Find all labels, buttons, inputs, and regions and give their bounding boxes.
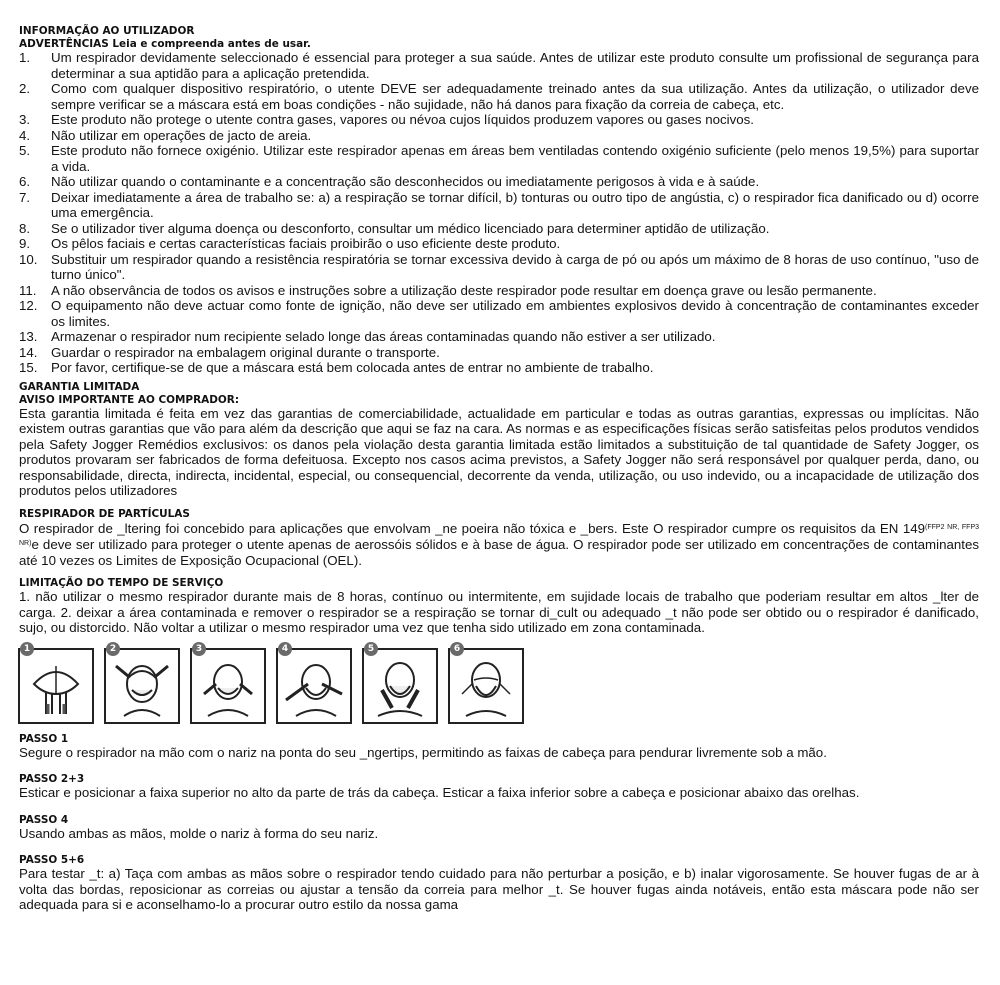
warning-item: 8. Se o utilizador tiver alguma doença ou desconforto, consultar um médico licenciado para determiner aptidão de utilização. [19, 220, 770, 236]
figure-4: 4 [276, 648, 352, 724]
warning-item: 4. Não utilizar em operações de jacto de areia. [19, 127, 312, 143]
figure-3: 3 [190, 648, 266, 724]
warning-item: 1. Um respirador devidamente seleccionado é essencial para proteger a sua saúde. Antes de utilizar este produto consulte um profissional de segurança para determinar a sua aptidão para a aplicação pretendida. [19, 50, 979, 81]
step-4 [19, 813, 979, 842]
mask-on-face-icon [454, 654, 518, 718]
lower-strap-icon [196, 654, 260, 718]
standard-classes: (FFP2 NR, FFP3 NR) [19, 523, 980, 547]
warning-item: 12. O equipamento não deve actuar como fonte de ignição, não deve ser utilizado em ambientes explosivos devido à concentração de contaminantes exceder os limites. [19, 298, 979, 329]
warning-item: 6. Não utilizar quando o contaminante e a concentração são desconhecidos ou imediatamente perigosos à vida e à saúde. [19, 174, 760, 189]
warning-item: 3. Este produto não protege o utente contra gases, vapores ou névoa cujos líquidos produzem vapores ou gases nocivos. [19, 112, 754, 127]
particles-title: RESPIRADOR DE PARTÍCULAS [19, 506, 190, 520]
service-title: LIMITAÇÃO DO TEMPO DE SERVIÇO [19, 576, 224, 589]
step-text: Esticar e posicionar a faixa superior no alto da parte de trás da cabeça. Esticar a faixa inferior sobre a cabeça e posicionar abaixo das orelhas. [19, 785, 860, 800]
warning-item: 7. Deixar imediatamente a área de trabalho se: a) a respiração se tornar difícil, b) tonturas ou outro tipo de angústia, c) o respirador fica danificado ou d) ocorre uma emergência. [19, 189, 979, 220]
step-1 [19, 732, 979, 761]
warnings-list [19, 50, 979, 376]
warning-item: 2. Como com qualquer dispositivo respiratório, o utente DEVE ser adequadamente treinado antes da sua utilização. Antes da utilização, o utilizador deve sempre verificar se a máscara está em boas condições - não sujidade, não há danos para fixação da correia de cabeça, etc. [19, 81, 979, 112]
figure-2: 2 [104, 648, 180, 724]
step-text: Segure o respirador na mão com o nariz na ponta do seu _ngertips, permitindo as faixas de cabeça para pendurar livremente sob a mão. [19, 744, 827, 760]
mould-nose-icon [282, 654, 346, 718]
warning-item: 14. Guardar o respirador na embalagem original durante o transporte. [19, 344, 440, 360]
step-text: Usando ambas as mãos, molde o nariz à forma do seu nariz. [19, 825, 379, 841]
warranty-subtitle: AVISO IMPORTANTE AO COMPRADOR: [19, 392, 240, 406]
warning-item: 5. Este produto não fornece oxigénio. Utilizar este respirador apenas em áreas bem ventiladas contendo oxigénio suficiente (pelo menos 19,5%) para suportar a vida. [19, 143, 979, 174]
warning-item: 9. Os pêlos faciais e certas características faciais proibirão o uso eficiente deste produto. [19, 236, 561, 251]
figure-5: 5 [362, 648, 438, 724]
service-text: 1. não utilizar o mesmo respirador durante mais de 8 horas, contínuo ou intermitente, em sujidade locais de trabalho que poderiam resultar em altos _lter de carga. 2. deixar a área contaminada e remover o respirador se a respiração se tornar di_cult ou adequado _t não pode ser obtido ou o respirador é danificado, sujo, ou distorcido. Não voltar a utilizar o mesmo respirador uma vez que tenha sido utilizado em zona contaminada. [19, 589, 979, 635]
warning-item: 10. Substituir um respirador quando a resistência respiratória se tornar excessiva devido à carga de pó ou após um máximo de 8 horas de uso contínuo, "uso de turno único". [19, 251, 979, 282]
figure-6: 6 [448, 648, 524, 724]
info-subtitle: ADVERTÊNCIAS Leia e compreenda antes de usar. [19, 37, 311, 50]
warranty-text: Esta garantia limitada é feita em vez das garantias de comerciabilidade, actualidade em particular e todas as outras garantias, expressas ou implícitas. Não existem outras garantias que vão para além da descrição que aqui se faz na cara. As normas e as especificações físicas serão satisfeitas pelos produtos vendidos pela Safety Jogger Remédios exclusivos: os danos pela violação desta garantia limitada estão limitados a substituição de tal quantidade de Safety Jogger, os produtos provaram ser fabricados de forma defeituosa. Excepto nos casos acima previstos, a Safety Jogger não será responsável por qualquer perda, dano, ou responsabilidade, directa, indirecta, incidental, especial, ou consequencial, decorrente da venda, utilização, ou uso indevido, ou a incapacidade de utilização dos produtos pelos utilizadores [19, 405, 979, 498]
fitting-illustrations [18, 643, 979, 728]
step-2-3 [19, 772, 979, 801]
step-title: PASSO 4 [19, 812, 69, 826]
step-text: Para testar _t: a) Taça com ambas as mãos sobre o respirador tendo cuidado para não perturbar a posição, e b) inalar vigorosamente. Se houver fugas de ar à volta das bordas, reposicionar as correias ou ajustar a tensão da correia para melhor _t. Se houver fugas ainda notáveis, então esta máscara pode não ser adequada para si e aconselhamo-lo a procurar outro estilo da nossa gama [19, 866, 979, 912]
warning-item: 15. Por favor, certifique-se de que a máscara está bem colocada antes de entrar no ambiente de trabalho. [19, 360, 654, 375]
step-title: PASSO 2+3 [19, 772, 85, 785]
step-title: PASSO 5+6 [19, 853, 85, 866]
step-title: PASSO 1 [19, 731, 69, 745]
head-strap-icon [110, 654, 174, 718]
warranty-title: GARANTIA LIMITADA [19, 379, 140, 393]
document-page [19, 24, 979, 913]
step-5-6 [19, 853, 979, 913]
figure-1: 1 [18, 648, 94, 724]
hand-holding-mask-icon [24, 654, 88, 718]
fit-test-icon [368, 654, 432, 718]
warning-item: 13. Armazenar o respirador num recipiente selado longe das áreas contaminadas quando não estiver a ser utilizado. [19, 329, 716, 344]
particles-text: O respirador de _ltering foi concebido para aplicações que envolvam _ne poeira não tóxica e _bers. Este O respirador cumpre os requisitos da EN $149^{(FFP2 NR, FFP3 NR)}e$ deve ser utilizado para proteger o utente apenas de aerossóis sólidos e à base de água. O respirador pode ser utilizado em concentrações de contaminantes até 10 vezes os Limites de Exposição Ocupacional (OEL). [19, 520, 980, 568]
info-title: INFORMAÇÃO AO UTILIZADOR [19, 24, 195, 37]
warning-item: 11. A não observância de todos os avisos e instruções sobre a utilização deste respirador pode resultar em doença grave ou lesão permanente. [19, 282, 877, 298]
